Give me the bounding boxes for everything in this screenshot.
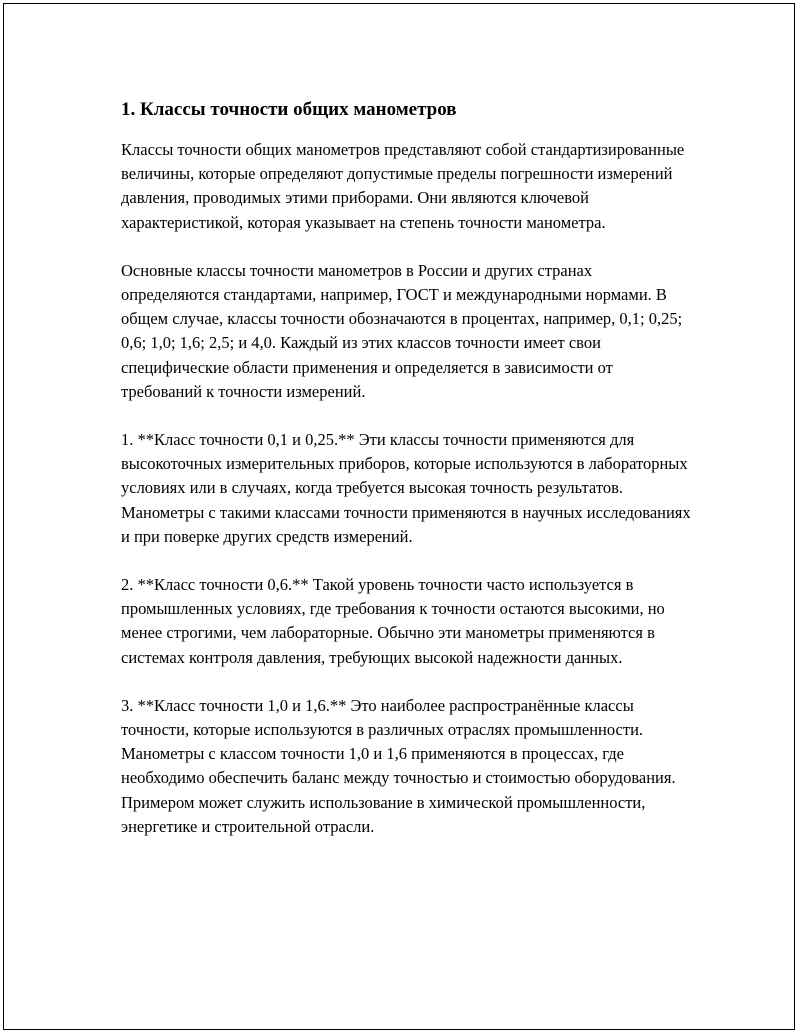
paragraph-intro: Классы точности общих манометров представляют собой стандартизированные величины, которые определяют допустимые пределы погрешности измерений давления, проводимых этими приборами. Они являются ключевой характеристикой, которая указывает на степень точности манометра. [121, 140, 685, 232]
document-body [121, 96, 691, 863]
document-page [3, 3, 795, 1030]
section-heading: 1. Классы точности общих манометров [121, 99, 457, 120]
paragraph-class-0-1: 1. **Класс точности 0,1 и 0,25.** Эти классы точности применяются для высокоточных измерительных приборов, которые используются в лабораторных условиях или в случаях, когда требуется высокая точность результатов. Манометры с такими классами точности применяются в научных исследованиях и при поверке других средств измерений. [121, 430, 691, 546]
paragraph-class-0-6: 2. **Класс точности 0,6.** Такой уровень точности часто используется в промышленных условиях, где требования к точности остаются высокими, но менее строгими, чем лабораторные. Обычно эти манометры применяются в системах контроля давления, требующих высокой надежности данных. [121, 575, 665, 667]
paragraph-classes-overview: Основные классы точности манометров в России и других странах определяются стандартами, например, ГОСТ и международными нормами. В общем случае, классы точности обозначаются в процентах, например, 0,1; 0,25; 0,6; 1,0; 1,6; 2,5; и 4,0. Каждый из этих классов точности имеет свои специфические области применения и определяется в зависимости от требований к точности измерений. [121, 260, 683, 401]
paragraph-class-1-0: 3. **Класс точности 1,0 и 1,6.** Это наиболее распространённые классы точности, которые используются в различных отраслях промышленности. Манометры с классом точности 1,0 и 1,6 применяются в процессах, где необходимо обеспечить баланс между точностью и стоимостью оборудования. Примером может служить использование в химической промышленности, энергетике и строительной отрасли. [121, 695, 676, 836]
